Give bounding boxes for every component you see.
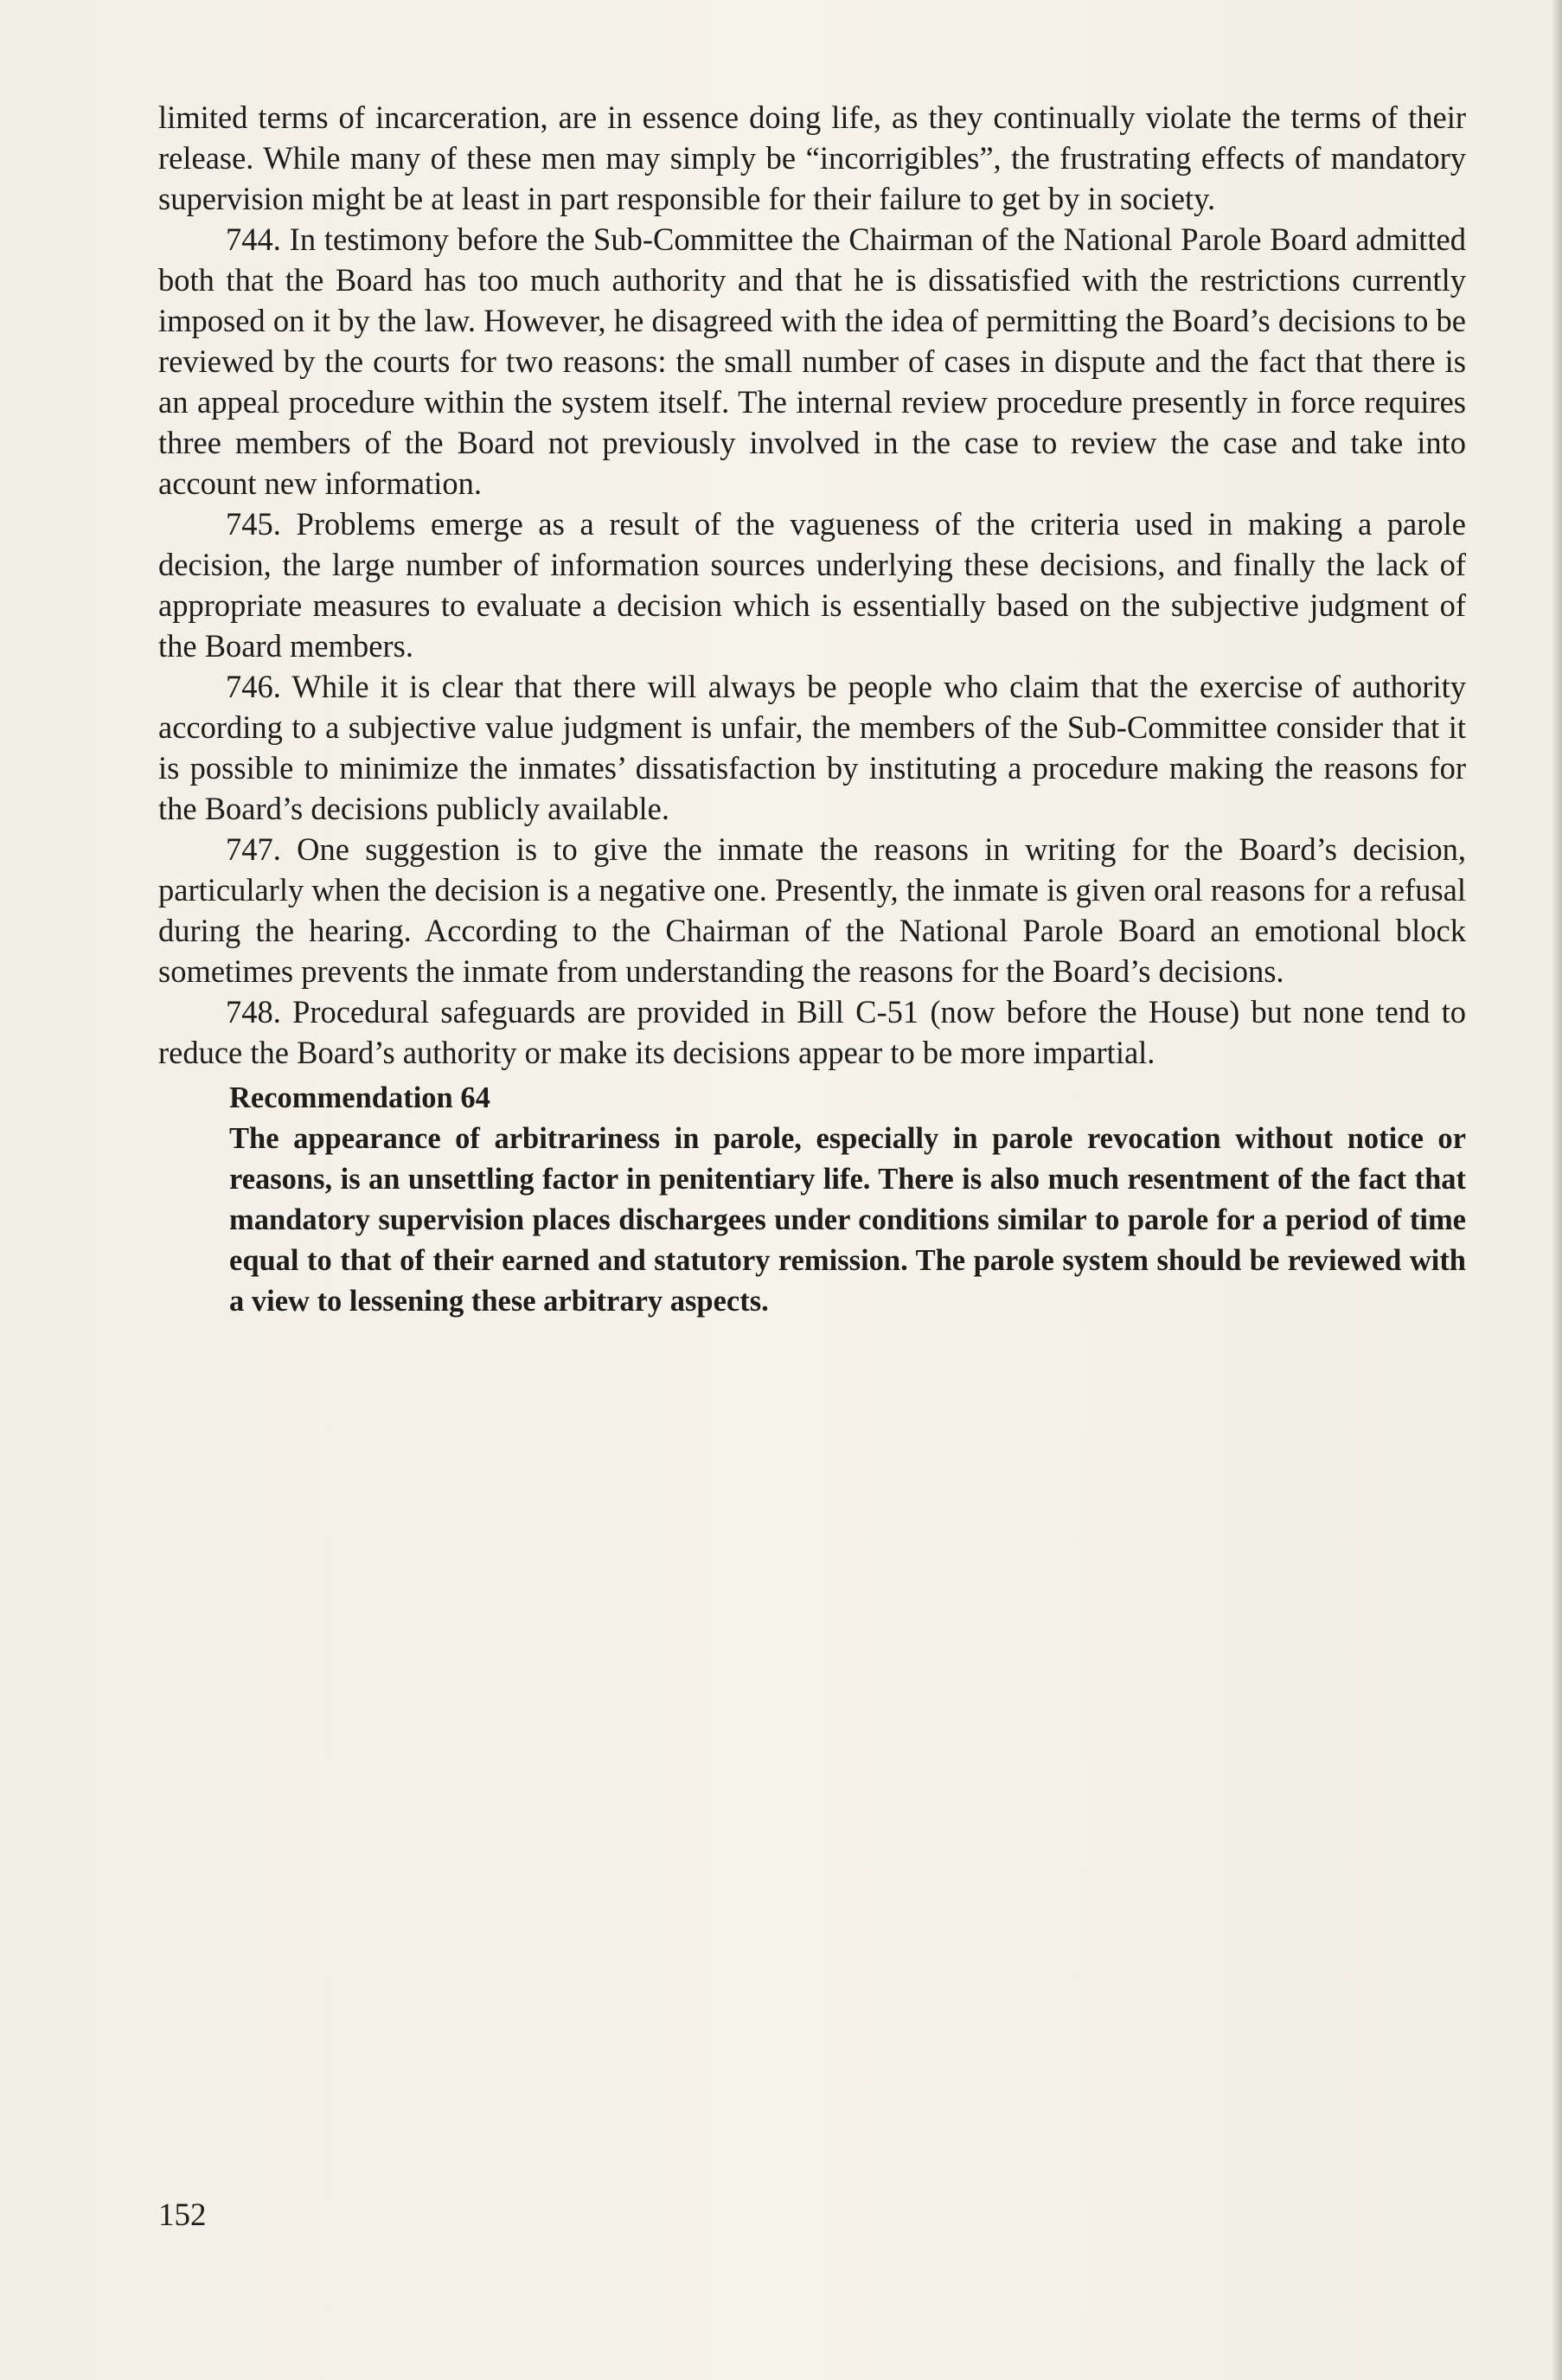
page-number: 152 xyxy=(158,2197,207,2233)
paragraph-747: 747. One suggestion is to give the inmate the reasons in writing for the Board’s decision, particularly when the decision is a negative one. Presently, the inmate is given oral reasons for a refusal during the hearing. According to the Chairman of the National Parole Board an emotional block sometimes prevents the inmate from understanding the reasons for the Board’s decisions. xyxy=(158,831,1466,989)
paragraph-745: 745. Problems emerge as a result of the vagueness of the criteria used in making a parole decision, the large number of information sources underlying these decisions, and finally the lack of appropriate measures to evaluate a decision which is essentially based on the subjective judgment of the Board members. xyxy=(158,506,1466,664)
recommendation-text: The appearance of arbitrariness in parole, especially in parole revocation without notice or reasons, is an unsettling factor in penitentiary life. There is also much resentment of the fact that mandatory supervision places dischargees under conditions similar to parole for a period of time equal to that of their earned and statutory remission. The parole system should be reviewed with a view to lessening these arbitrary aspects. xyxy=(229,1122,1466,1318)
recommendation-title: Recommendation 64 xyxy=(229,1081,490,1114)
body-text xyxy=(158,97,1466,1322)
paragraph-744: 744. In testimony before the Sub-Committee the Chairman of the National Parole Board admitted both that the Board has too much authority and that he is dissatisfied with the restrictions currently imposed on it by the law. However, he disagreed with the idea of permitting the Board’s decisions to be reviewed by the courts for two reasons: the small number of cases in dispute and the fact that there is an appeal procedure within the system itself. The internal review procedure presently in force requires three members of the Board not previously involved in the case to review the case and take into account new information. xyxy=(158,221,1466,501)
paragraph-746: 746. While it is clear that there will always be people who claim that the exercise of authority according to a subjective value judgment is unfair, the members of the Sub-Committee consider that it is possible to minimize the inmates’ dissatisfaction by instituting a procedure making the reasons for the Board’s decisions publicly available. xyxy=(158,669,1466,826)
paragraph-748: 748. Procedural safeguards are provided in Bill C-51 (now before the House) but none tend to reduce the Board’s authority or make its decisions appear to be more impartial. xyxy=(158,994,1466,1070)
page-edge-shadow xyxy=(1552,0,1562,2380)
paragraph-continued: limited terms of incarceration, are in essence doing life, as they continually violate the terms of their release. While many of these men may simply be “incorrigibles”, the frustrating effects of mandatory supervision might be at least in part responsible for their failure to get by in society. xyxy=(158,99,1466,216)
